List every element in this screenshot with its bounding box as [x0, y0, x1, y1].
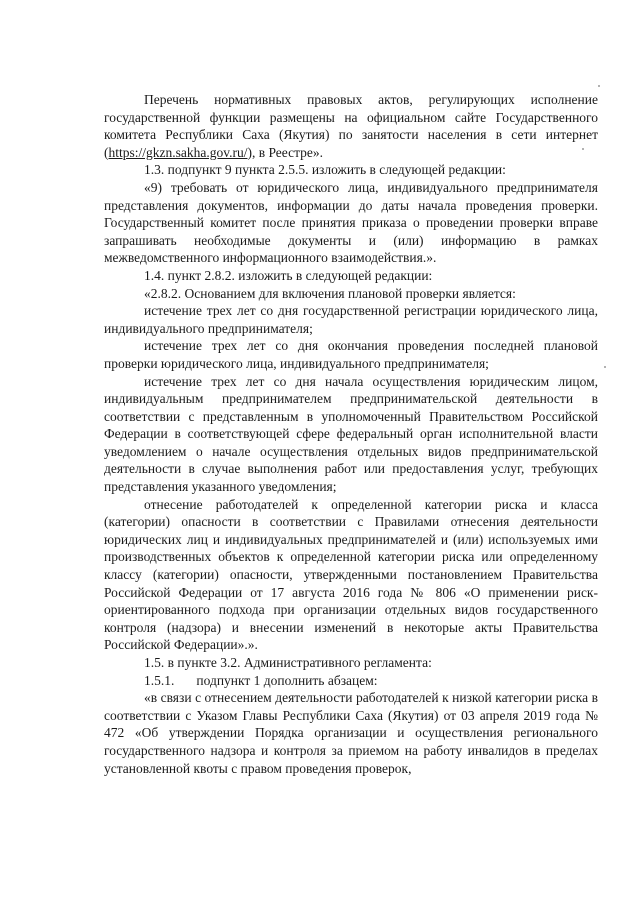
- paragraph-12: «в связи с отнесением деятельности работодателей к низкой категории риска в соответствии с Указом Главы Республики Саха (Якутия) от 03 апреля 2019 года № 472 «Об утверждении Порядка организации и осуществления регионального государственного надзора и контроля за приемом на работу инвалидов в пределах установленной квоты с правом проведения проверок,: [104, 690, 598, 776]
- paragraph-4: 1.4. пункт 2.8.2. изложить в следующей редакции:: [144, 267, 433, 283]
- subitem-number: 1.5.1.: [144, 672, 175, 688]
- paragraph-1-text: Перечень нормативных правовых актов, регулирующих исполнение государственной функции размещены на официальном сайте Государственного комитета Республики Саха (Якутия) по занятости населения в сети интернет (: [104, 92, 598, 160]
- paragraph-1: [104, 91, 598, 161]
- scan-speck: [582, 148, 584, 150]
- paragraph-8: истечение трех лет со дня начала осуществления юридическим лицом, индивидуальным предпринимателем предпринимательской деятельности в соответствии с представленным в уполномоченный Правительством Российской Федерации в соответствующей сфере федеральный орган исполнительной власти уведомлением о начале осуществления отдельных видов предпринимательской деятельности в случае выполнения работ или предоставления услуг, требующих представления указанного уведомления;: [104, 373, 598, 495]
- paragraph-11: [104, 672, 598, 690]
- paragraph-2: 1.3. подпункт 9 пункта 2.5.5. изложить в следующей редакции:: [144, 162, 506, 178]
- paragraph-5: «2.8.2. Основанием для включения плановой проверки является:: [144, 285, 516, 301]
- scan-speck: [598, 85, 600, 87]
- paragraph-6: истечение трех лет со дня государственной регистрации юридического лица, индивидуального предпринимателя;: [104, 303, 598, 336]
- paragraph-9: отнесение работодателей к определенной категории риска и класса (категории) опасности в соответствии с Правилами отнесения деятельности юридических лиц и индивидуальных предпринимателей и (или) используемых ими производственных объектов к определенной категории риска или определенному классу (категории) опасности, утвержденными постановлением Правительства Российской Федерации от 17 августа 2016 года № 806 «О применении риск-ориентированного подхода при организации отдельных видов государственного контроля (надзора) и внесении изменений в некоторые акты Правительства Российской Федерации».».: [104, 496, 598, 653]
- website-link[interactable]: https://gkzn.sakha.gov.ru/: [108, 144, 248, 160]
- paragraph-7: истечение трех лет со дня окончания проведения последней плановой проверки юридического лица, индивидуального предпринимателя;: [104, 338, 598, 371]
- subitem-text: подпункт 1 дополнить абзацем:: [196, 672, 378, 688]
- paragraph-1-end: ), в Реестре».: [247, 144, 324, 160]
- paragraph-3: «9) требовать от юридического лица, индивидуального предпринимателя представления документов, информации до даты начала проведения проверки. Государственный комитет после принятия приказа о проведении проверки вправе запрашивать необходимые документы и (или) информацию в рамках межведомственного информационного взаимодействия.».: [104, 179, 598, 266]
- paragraph-10: 1.5. в пункте 3.2. Административного регламента:: [144, 655, 432, 670]
- scan-speck: [604, 366, 606, 368]
